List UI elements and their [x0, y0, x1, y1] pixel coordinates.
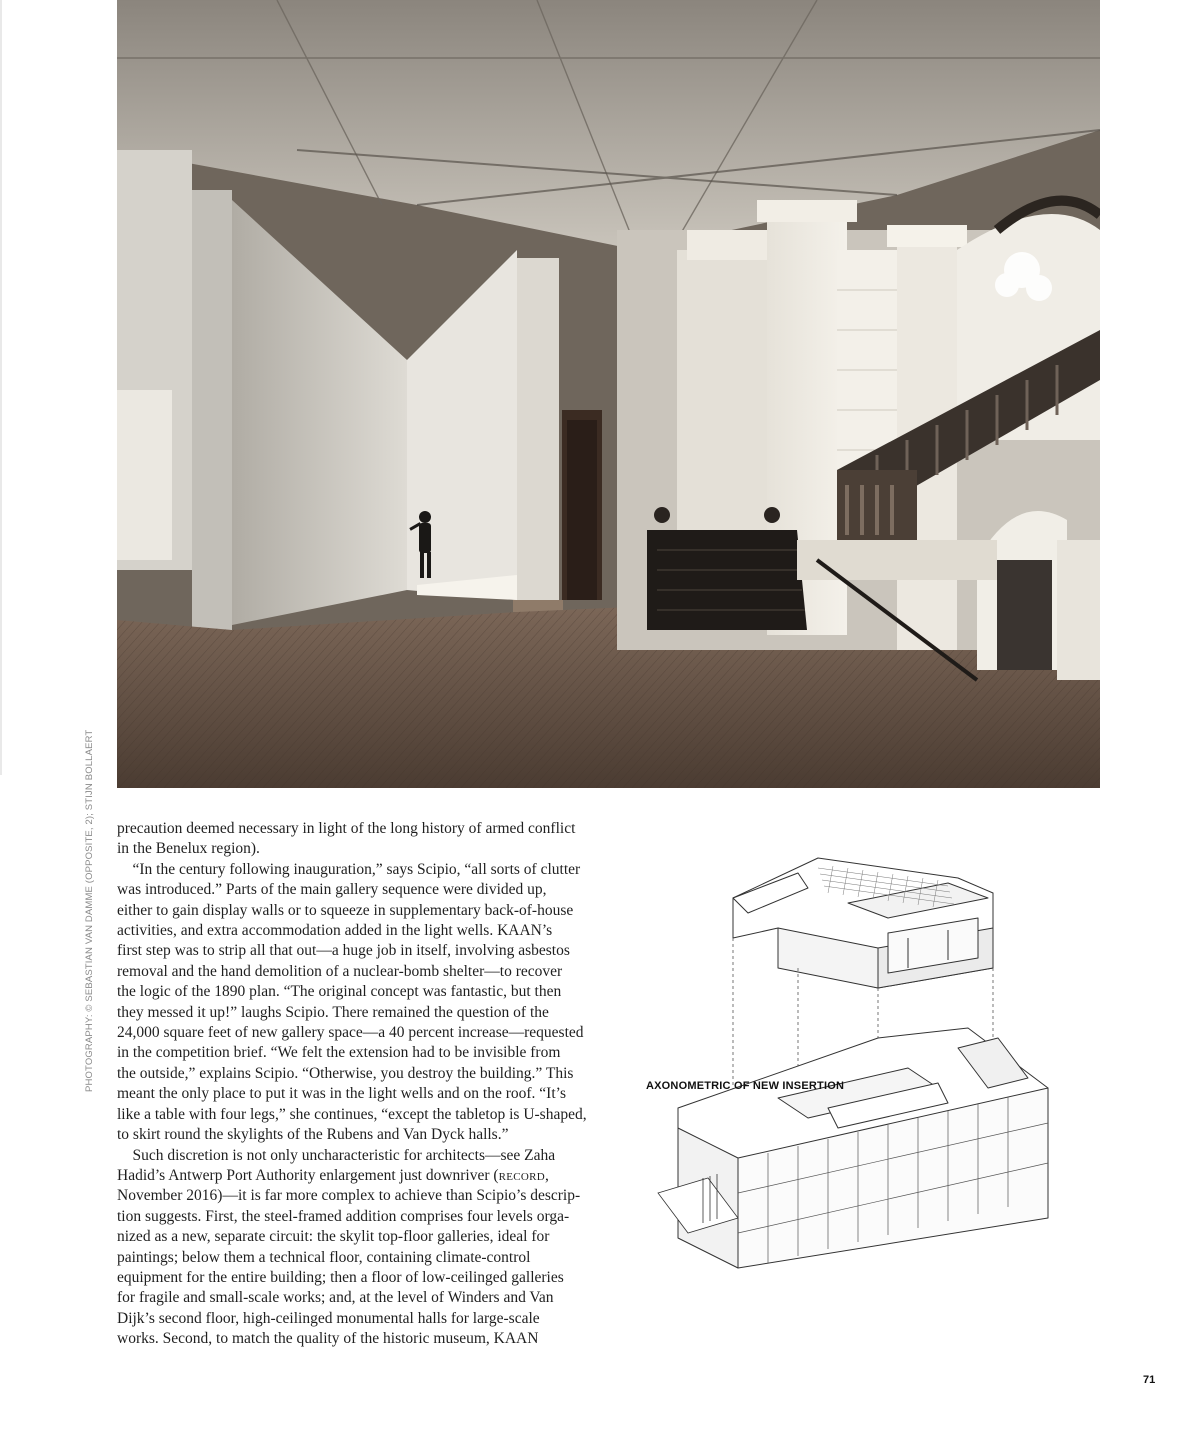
body-line: “In the century following inauguration,” says Scipio, “all sorts of clutter [117, 860, 581, 878]
body-line: meant the only place to put it was in the light wells and on the roof. “It’s [117, 1085, 566, 1103]
photo-credit: PHOTOGRAPHY: © SEBASTIAN VAN DAMME (OPPOSITE, 2); STIJN BOLLAERT [84, 729, 95, 1092]
axonometric-drawing [648, 838, 1068, 1278]
body-line: the outside,” explains Scipio. “Otherwise, you destroy the building.” This [117, 1064, 574, 1082]
body-line: Dijk’s second floor, high-ceilinged monumental halls for large-scale [117, 1309, 540, 1327]
body-line: November 2016)—it is far more complex to achieve than Scipio’s descrip- [117, 1187, 581, 1205]
article-body [117, 819, 617, 1350]
figure-caption: AXONOMETRIC OF NEW INSERTION [646, 1080, 845, 1092]
body-line: they messed it up!” laughs Scipio. There remained the question of the [117, 1003, 549, 1021]
body-text: , [544, 1166, 549, 1184]
body-line [117, 1166, 617, 1186]
body-line: 24,000 square feet of new gallery space—a 40 percent increase—requested [117, 1024, 584, 1042]
body-line: first step was to strip all that out—a huge job in itself, involving asbestos [117, 942, 570, 960]
magazine-name: record [498, 1166, 545, 1184]
body-line: was introduced.” Parts of the main gallery sequence were divided up, [117, 881, 547, 899]
body-line: either to gain display walls or to squeeze in supplementary back-of-house [117, 901, 574, 919]
body-line: removal and the hand demolition of a nuclear-bomb shelter—to recover [117, 962, 563, 980]
body-line: nized as a new, separate circuit: the skylit top-floor galleries, ideal for [117, 1228, 550, 1246]
body-line: to skirt round the skylights of the Rubens and Van Dyck halls.” [117, 1126, 509, 1144]
body-line: equipment for the entire building; then a floor of low-ceilinged galleries [117, 1268, 564, 1286]
body-line: precaution deemed necessary in light of the long history of armed conflict [117, 820, 576, 837]
body-line: for fragile and small-scale works; and, at the level of Winders and Van [117, 1289, 554, 1307]
page-edge-mark [0, 0, 2, 775]
body-line: like a table with four legs,” she continues, “except the tabletop is U-shaped, [117, 1105, 587, 1123]
body-text: Hadid’s Antwerp Port Authority enlargement just downriver ( [117, 1166, 499, 1184]
body-line: in the competition brief. “We felt the extension had to be invisible from [117, 1044, 561, 1062]
body-line: paintings; below them a technical floor, containing climate-control [117, 1248, 531, 1266]
gallery-interior-photo [117, 0, 1100, 788]
page-number: 71 [1143, 1374, 1156, 1386]
body-line: the logic of the 1890 plan. “The original concept was fantastic, but then [117, 983, 562, 1001]
body-line: activities, and extra accommodation added in the light wells. KAAN’s [117, 922, 553, 940]
body-line: in the Benelux region). [117, 840, 260, 858]
body-line: Such discretion is not only uncharacteristic for architects—see Zaha [117, 1146, 556, 1164]
body-line: works. Second, to match the quality of the historic museum, KAAN [117, 1330, 539, 1348]
body-line: tion suggests. First, the steel-framed addition comprises four levels orga- [117, 1207, 570, 1225]
